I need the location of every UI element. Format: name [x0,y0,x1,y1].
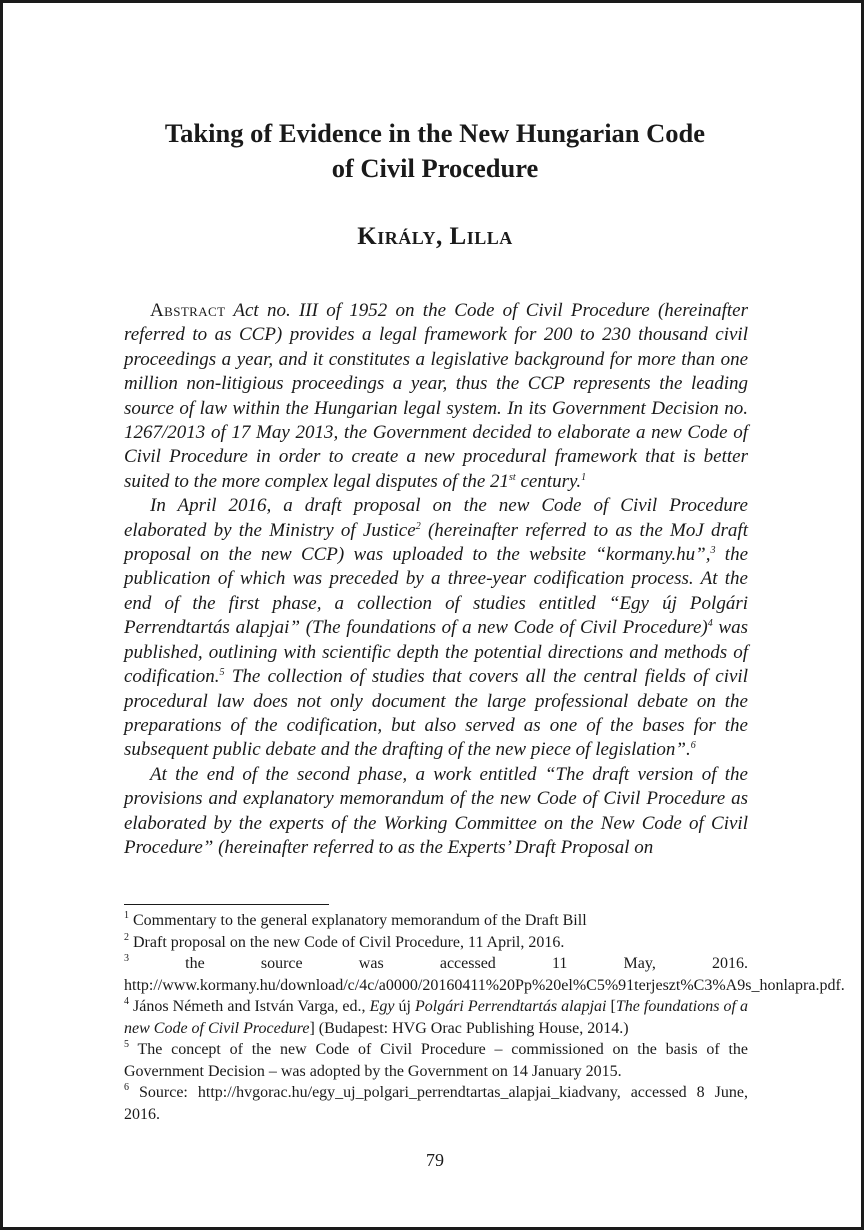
abstract-paragraph [124,299,748,494]
abstract-text: Act no. III of 1952 on the Code of Civil Procedure (hereinafter referred to as CCP) provides a legal framework for 200 to 230 thousand civil proceedings a year, and it constitutes a legislative background for more than one million non-litigious proceedings a year, thus the CCP represents the leading source of law within the Hungarian legal system. In its Government Decision no. 1267/2013 of 17 May 2013, the Government decided to elaborate a new Code of Civil Procedure in order to create a new procedural framework that is better suited to the more complex legal disputes of the 21 [124,300,748,492]
page-number: 79 [426,1150,444,1170]
abstract-tail: century. [515,470,582,492]
footnote-3: $^3$ the source was accessed 11 May, 2016. http://www.kormany.hu/download/c/4c/a0000/20160411%20Pp%20el%C5%91terjeszt%C3%A9s_honlapra.pdf. [124,953,845,994]
footnote-ref-5[interactable]: 5 [219,667,225,679]
footnote-6-url[interactable]: Source: http://hvgorac.hu/egy_uj_polgari_perrendtartas_alapjai_kiadvany, accessed 8 June, 2016. [124,1084,748,1123]
footnote-ref-2[interactable]: 2 [415,520,421,532]
footnote-5: $^5$ The concept of the new Code of Civil Procedure – commissioned on the basis of the Government Decision – was adopted by the Government on 14 January 2015. [124,1039,748,1080]
footnote-6: $^6$ Source: http://hvgorac.hu/egy_uj_polgari_perrendtartas_alapjai_kiadvany, accessed 8 June, 2016. [124,1082,748,1123]
title-line-2: of Civil Procedure [331,153,539,183]
title-line-1: Taking of Evidence in the New Hungarian Code [164,118,706,148]
footnote-ref-6[interactable]: 6 [690,740,696,752]
abstract-label: Abstract [150,300,226,321]
footnote-3-url[interactable]: the source was accessed 11 May, 2016. http://www.kormany.hu/download/c/4c/a0000/20160411%20Pp%20el%C5%91terjeszt%C3%A9s_honlapra.pdf. [124,955,845,994]
footnote-1: $^1$ Commentary to the general explanatory memorandum of the Draft Bill [124,910,587,929]
author-name: Király, Lilla [357,223,513,250]
footnote-separator [124,904,329,905]
paragraph-2 [124,494,748,762]
article-title [103,116,767,186]
footnote-4: $^4$ János Németh and István Varga, ed., Egy új Polgári Perrendtartás alapjai [The foundations of a new Code of Civil Procedure] (Budapest: HVG Orac Publishing House, 2014.) [124,996,749,1037]
footnote-ref-4[interactable]: 4 [707,618,713,630]
footnote-ref-3[interactable]: 3 [710,545,716,557]
paragraph-3: At the end of the second phase, a work entitled “The draft version of the provisions and explanatory memorandum of the new Code of Civil Procedure as elaborated by the experts of the Working Committee on the New Code of Civil Procedure” (hereinafter referred to as the Experts’ Draft Proposal on [124,763,748,858]
p2-text-c: the publication of which was preceded by a three-year codification process. At the end of the first phase, a collection of studies entitled “Egy új Polgári Perrendtartás alapjai” (The foundations of a new Code of Civil Procedure) [124,544,748,639]
article-body [124,299,748,860]
p2-text-d: was published, outlining with scientific depth the potential directions and methods of codification. [124,617,748,688]
footnote-ref-1[interactable]: 1 [581,471,587,483]
p2-text-e: The collection of studies that covers all the central fields of civil procedural law does not only document the large professional debate on the preparations of the codification, but also served as one of the bases for the subsequent public debate and the drafting of the new piece of legislation”. [124,666,748,761]
footnote-2: $^2$ Draft proposal on the new Code of Civil Procedure, 11 April, 2016. [124,931,565,951]
footnotes [124,910,845,1125]
p2-text-a: In April 2016, a draft proposal on the new Code of Civil Procedure elaborated by the Ministry of Justice [124,495,748,541]
p2-text-b: (hereinafter referred to as the MoJ draft proposal on the new CCP) was uploaded to the website “kormany.hu”, [124,519,748,566]
superscript-st: st [509,471,516,483]
